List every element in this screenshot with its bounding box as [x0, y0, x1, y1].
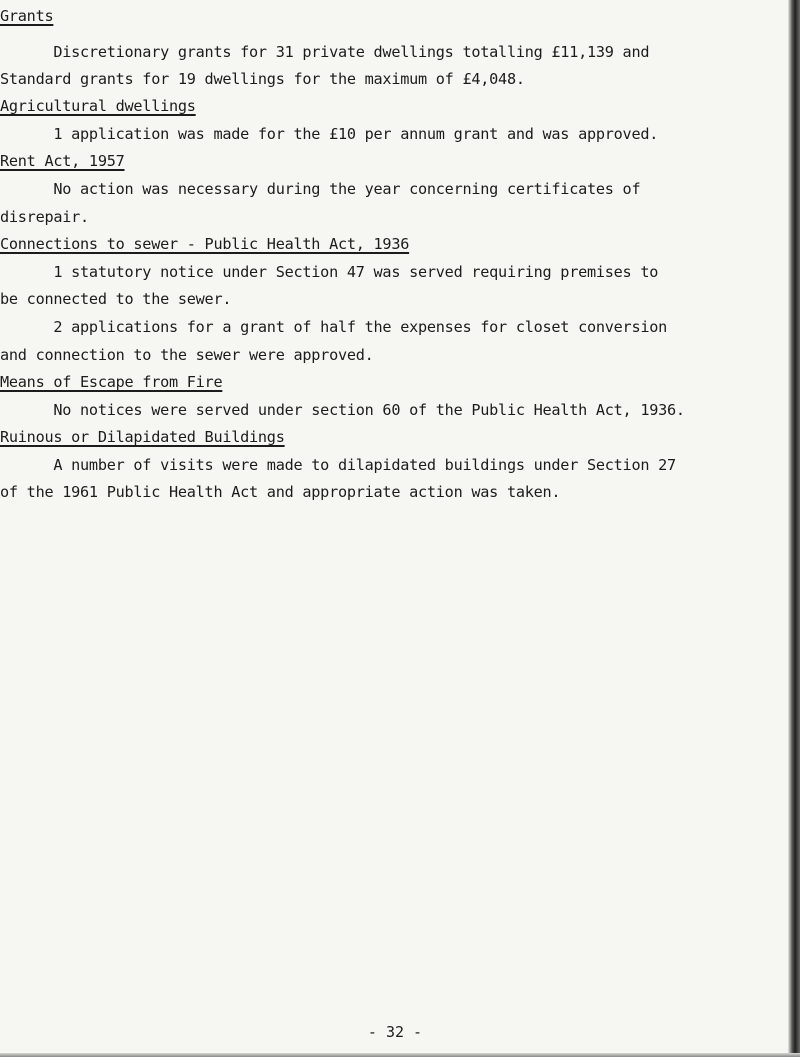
paragraph-line: 1 application was made for the £10 per annum grant and was approved. — [0, 125, 659, 143]
paragraph-line: No action was necessary during the year concerning certificates of — [0, 180, 641, 198]
section-heading-escape-fire: Means of Escape from Fire — [0, 373, 223, 391]
paragraph-line: Discretionary grants for 31 private dwellings totalling £11,139 and — [0, 43, 650, 61]
paragraph-line: and connection to the sewer were approved. — [0, 346, 374, 364]
paragraph-line: No notices were served under section 60 of the Public Health Act, 1936. — [0, 401, 685, 419]
page-number: - 32 - — [367, 1023, 423, 1041]
scanned-page-bottom-edge — [0, 1053, 800, 1057]
paragraph-line: disrepair. — [0, 208, 89, 226]
section-heading-rent-act: Rent Act, 1957 — [0, 152, 125, 170]
paragraph-line: 2 applications for a grant of half the expenses for closet conversion — [0, 318, 668, 336]
section-heading-ruinous: Ruinous or Dilapidated Buildings — [0, 428, 285, 446]
paragraph-line: be connected to the sewer. — [0, 290, 232, 308]
section-heading-agricultural: Agricultural dwellings — [0, 97, 196, 115]
paragraph-line: A number of visits were made to dilapidated buildings under Section 27 — [0, 456, 676, 474]
paragraph-line: 1 statutory notice under Section 47 was served requiring premises to — [0, 263, 659, 281]
scanned-page-edge — [788, 0, 800, 1057]
section-heading-grants: Grants — [0, 7, 54, 25]
paragraph-line: Standard grants for 19 dwellings for the maximum of £4,048. — [0, 70, 525, 88]
paragraph-line: of the 1961 Public Health Act and appropriate action was taken. — [0, 483, 561, 501]
section-heading-connections: Connections to sewer - Public Health Act, 1936 — [0, 235, 410, 253]
